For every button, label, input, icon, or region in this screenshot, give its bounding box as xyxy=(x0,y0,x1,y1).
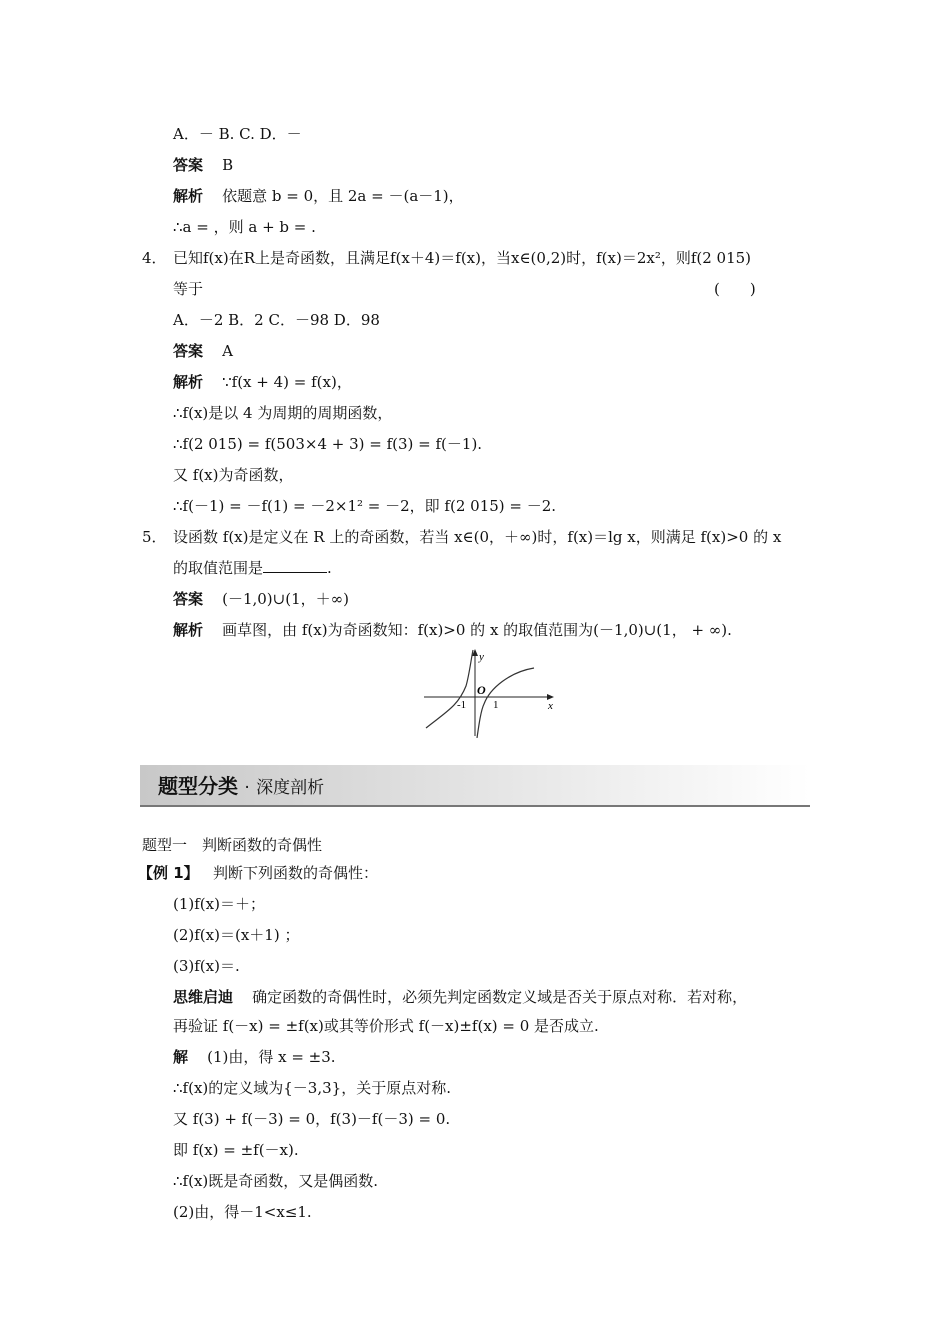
banner-subtitle: 深度剖析 xyxy=(256,778,325,798)
solution-1: (1)由，得 x = ±3. xyxy=(207,1048,336,1066)
solution-5: ∴f(x)既是奇函数，又是偶函数. xyxy=(173,1172,379,1190)
origin-label: O xyxy=(477,683,486,697)
tick-label-one: 1 xyxy=(493,699,499,711)
q4-answer-line xyxy=(173,341,233,361)
q5-stem-1: 设函数 f(x)是定义在 R 上的奇函数，若当 x∈(0，＋∞)时，f(x)＝lg x，则满足 f(x)>0 的 x xyxy=(173,528,782,546)
q4-options: A．－2 B．2 C．－98 D．98 xyxy=(173,311,380,329)
odd-function-sketch xyxy=(424,646,564,738)
q4-analysis-3: ∴f(2 015) = f(503×4 + 3) = f(3) = f(－1). xyxy=(173,435,483,453)
banner-underline xyxy=(140,805,810,807)
analysis-label: 解析 xyxy=(173,373,204,391)
answer-label: 答案 xyxy=(173,590,204,608)
q4-analysis-line-1 xyxy=(173,372,352,392)
q3-analysis-1: 依题意 b = 0，且 2a = －(a－1)， xyxy=(222,187,464,205)
q4-answer-bracket: ( ) xyxy=(714,280,756,298)
think-line-1 xyxy=(173,987,747,1007)
solution-3: 又 f(3) + f(－3) = 0，f(3)－f(－3) = 0. xyxy=(173,1110,451,1128)
answer-label: 答案 xyxy=(173,342,204,360)
q4-answer: A xyxy=(222,342,233,360)
example-item-1: (1)f(x)＝＋； xyxy=(173,895,265,913)
solution-2: ∴f(x)的定义域为{－3,3}，关于原点对称. xyxy=(173,1079,451,1097)
think-label: 思维启迪 xyxy=(173,988,234,1006)
q5-stem-2: 的取值范围是 xyxy=(173,559,264,577)
x-axis-label: x xyxy=(548,700,553,712)
q4-stem-1: 已知f(x)在R上是奇函数，且满足f(x＋4)＝f(x)，当x∈(0,2)时，f(x)＝2x²，则f(2 015) xyxy=(173,249,752,267)
q3-answer: B xyxy=(222,156,234,174)
solution-label: 解 xyxy=(173,1048,189,1066)
solution-line-1 xyxy=(173,1047,336,1067)
solution-4: 即 f(x) = ±f(－x). xyxy=(173,1141,299,1159)
q3-analysis-line-1 xyxy=(173,186,464,206)
q4-analysis-4: 又 f(x)为奇函数， xyxy=(173,466,294,484)
think-text-1: 确定函数的奇偶性时，必须先判定函数定义域是否关于原点对称．若对称， xyxy=(252,988,748,1006)
q5-analysis-1: 画草图，由 f(x)为奇函数知：f(x)>0 的 x 的取值范围为(－1,0)∪(1， + ∞). xyxy=(222,621,732,639)
q5-stem-2-line xyxy=(173,558,332,578)
example-item-3: (3)f(x)＝. xyxy=(173,957,240,975)
q5-stem-2-end: . xyxy=(327,559,332,577)
banner-title-main: 题型分类 xyxy=(158,774,238,798)
solution-6: (2)由，得－1<x≤1. xyxy=(173,1203,312,1221)
q4-analysis-5: ∴f(－1) = －f(1) = －2×1² = －2，即 f(2 015) = －2. xyxy=(173,497,557,515)
tick-label-neg-one: -1 xyxy=(457,699,467,711)
q4-analysis-1: ∵f(x + 4) = f(x)， xyxy=(222,373,352,391)
y-axis-label: y xyxy=(479,651,484,663)
q4-stem-2: 等于 xyxy=(173,280,204,298)
q5-analysis-line-1 xyxy=(173,620,732,640)
analysis-label: 解析 xyxy=(173,621,204,639)
example-1-line xyxy=(138,863,378,883)
think-text-2: 再验证 f(－x) = ±f(x)或其等价形式 f(－x)±f(x) = 0 是否成立. xyxy=(173,1017,599,1035)
type1-heading: 题型一 判断函数的奇偶性 xyxy=(142,836,323,854)
q4-number: 4． xyxy=(142,249,167,267)
q3-analysis-2: ∴a = ，则 a + b = . xyxy=(173,218,316,236)
banner-title xyxy=(158,774,324,800)
analysis-label: 解析 xyxy=(173,187,204,205)
left-branch-curve xyxy=(426,650,473,728)
q4-analysis-2: ∴f(x)是以 4 为周期的周期函数， xyxy=(173,404,393,422)
fill-blank xyxy=(263,558,327,573)
example-label: 【例 1】 xyxy=(138,864,199,882)
example-item-2: (2)f(x)＝(x＋1) ； xyxy=(173,926,300,944)
q3-options: A．－ B. C. D．－ xyxy=(173,125,302,143)
q5-answer-line xyxy=(173,589,349,609)
example-text: 判断下列函数的奇偶性： xyxy=(212,864,378,882)
section-banner xyxy=(140,765,810,807)
q5-number: 5． xyxy=(142,528,167,546)
answer-label: 答案 xyxy=(173,156,204,174)
q5-answer: (－1,0)∪(1，＋∞) xyxy=(222,590,349,608)
banner-dot: · xyxy=(244,778,250,798)
q3-answer-line xyxy=(173,155,233,175)
right-branch-curve xyxy=(477,668,534,738)
